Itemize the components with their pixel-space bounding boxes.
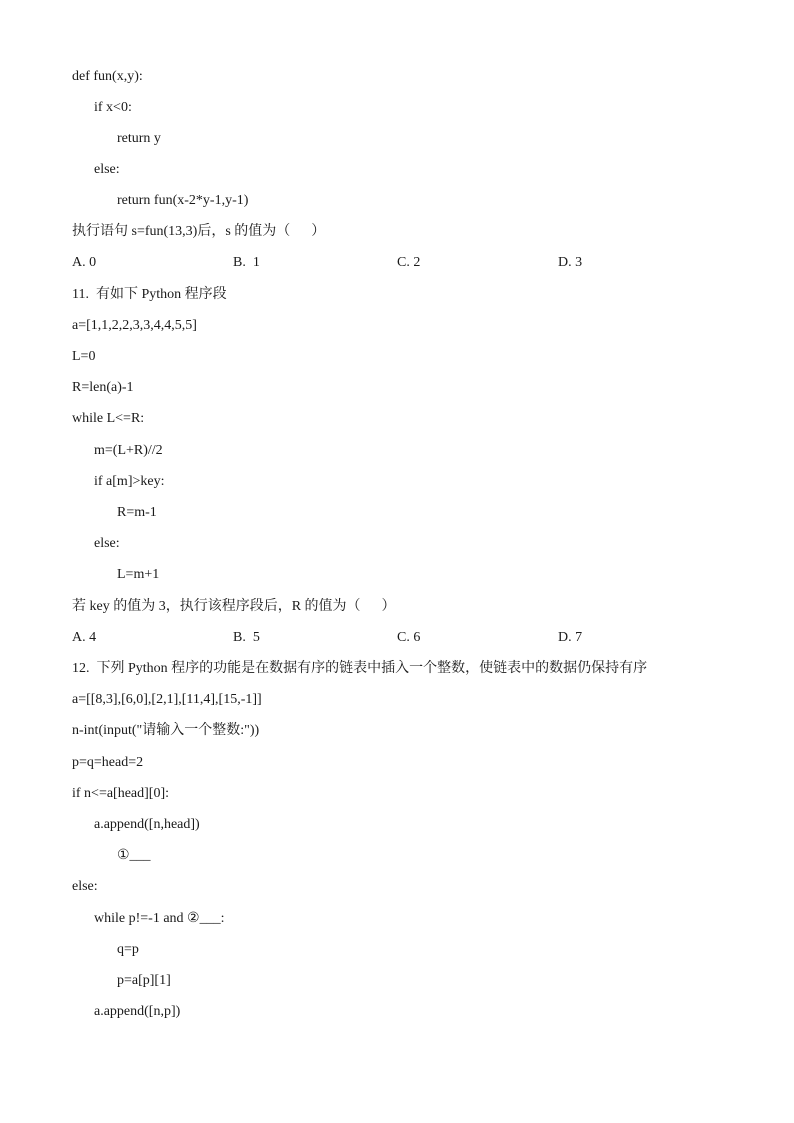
code-line: q=p xyxy=(117,942,139,957)
code-line: L=m+1 xyxy=(117,567,160,582)
code-line: else: xyxy=(94,162,120,177)
code-line: if x<0: xyxy=(94,100,132,115)
code-line: a.append([n,p]) xyxy=(94,1004,181,1019)
code-line: R=m-1 xyxy=(117,505,157,520)
question-title: 12. 下列 Python 程序的功能是在数据有序的链表中插入一个整数，使链表中的数据仍保持有序 xyxy=(72,661,648,676)
code-line: a.append([n,head]) xyxy=(94,817,200,832)
code-line: p=q=head=2 xyxy=(72,755,144,770)
question-stem: 执行语句 s=fun(13,3)后，s 的值为（ ） xyxy=(72,224,326,239)
code-line: L=0 xyxy=(72,349,96,364)
code-line: else: xyxy=(72,879,98,894)
code-line: a=[1,1,2,2,3,3,4,4,5,5] xyxy=(72,318,197,333)
code-line: m=(L+R)//2 xyxy=(94,443,163,458)
code-line: return y xyxy=(117,131,161,146)
option-c: C. 6 xyxy=(397,630,421,645)
question-title: 11. 有如下 Python 程序段 xyxy=(72,287,227,302)
code-line: while p!=-1 and ②___: xyxy=(94,911,225,926)
option-d: D. 7 xyxy=(558,630,583,645)
option-c: C. 2 xyxy=(397,255,421,270)
code-line: else: xyxy=(94,536,120,551)
code-line: R=len(a)-1 xyxy=(72,380,134,395)
option-b: B. 5 xyxy=(233,630,260,645)
code-line: if a[m]>key: xyxy=(94,474,165,489)
option-b: B. 1 xyxy=(233,255,260,270)
code-line: a=[[8,3],[6,0],[2,1],[11,4],[15,-1]] xyxy=(72,692,262,707)
option-d: D. 3 xyxy=(558,255,583,270)
code-line: p=a[p][1] xyxy=(117,973,171,988)
blank-1: ①___ xyxy=(117,848,151,863)
option-a: A. 4 xyxy=(72,630,97,645)
question-stem: 若 key 的值为 3，执行该程序段后，R 的值为（ ） xyxy=(72,599,396,614)
option-a: A. 0 xyxy=(72,255,97,270)
code-line: if n<=a[head][0]: xyxy=(72,786,170,801)
code-line: def fun(x,y): xyxy=(72,69,143,84)
code-line: n-int(input("请输入一个整数:")) xyxy=(72,723,260,738)
code-line: return fun(x-2*y-1,y-1) xyxy=(117,193,249,208)
code-line: while L<=R: xyxy=(72,411,145,426)
